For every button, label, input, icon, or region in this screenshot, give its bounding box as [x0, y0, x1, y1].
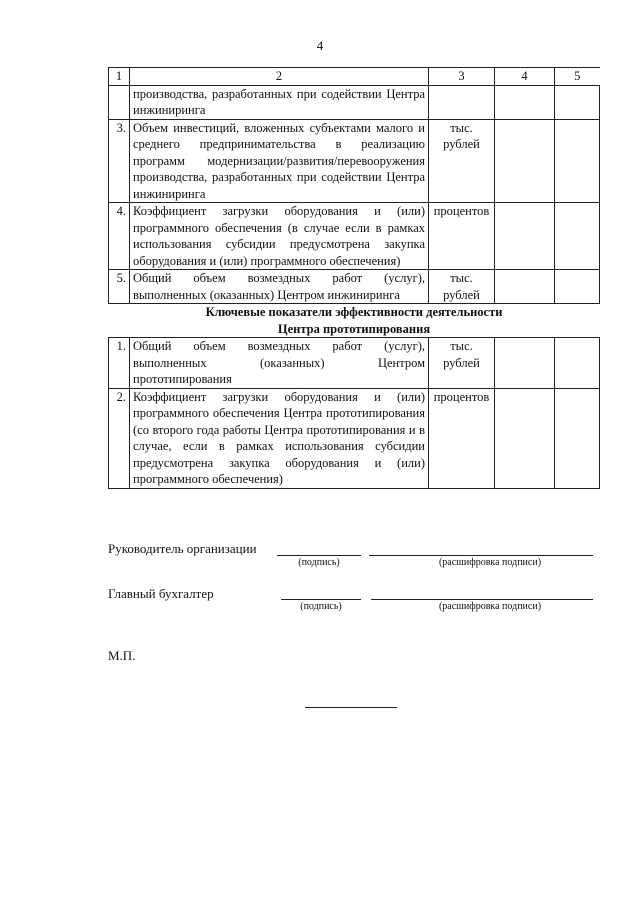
head-decoding-caption: (расшифровка подписи) — [438, 557, 542, 568]
accountant-signature-caption: (подпись) — [300, 601, 342, 612]
head-decoding-line — [369, 555, 593, 556]
table-row — [109, 85, 600, 119]
row-number: 3. — [109, 119, 130, 203]
section-title-line-1: Ключевые показатели эффективности деятельности — [205, 305, 503, 319]
header-cell-2: 2 — [130, 68, 429, 86]
table-row — [109, 119, 600, 203]
value-cell-4 — [495, 203, 555, 270]
row-number — [109, 85, 130, 119]
indicator-name: Коэффициент загрузки оборудования и (или) программного обеспечения Центра прототипирования (со второго года работы Центра прототипирования и в случае, если в рамках использования субсидии предусмотрена закупка оборудования и (или) программного обеспечения) — [130, 388, 429, 488]
indicator-name: Общий объем возмездных работ (услуг), выполненных (оказанных) Центром инжиниринга — [130, 270, 429, 304]
value-cell-5 — [555, 338, 600, 389]
value-cell-5 — [555, 85, 600, 119]
header-cell-3: 3 — [429, 68, 495, 86]
head-signature-line — [277, 555, 361, 556]
document-end-line — [305, 707, 397, 708]
section-title — [109, 304, 600, 338]
unit-of-measure: процентов — [429, 203, 495, 270]
accountant-decoding-line — [371, 599, 593, 600]
chief-accountant-label: Главный бухгалтер — [108, 586, 214, 601]
unit-of-measure: тыс. рублей — [429, 338, 495, 389]
table-row — [109, 388, 600, 488]
value-cell-4 — [495, 119, 555, 203]
unit-of-measure: тыс. рублей — [429, 119, 495, 203]
page-number: 4 — [316, 38, 324, 53]
row-number: 1. — [109, 338, 130, 389]
table-row — [109, 270, 600, 304]
value-cell-4 — [495, 85, 555, 119]
value-cell-4 — [495, 338, 555, 389]
head-of-organization-label: Руководитель организации — [108, 541, 257, 556]
indicator-name: Общий объем возмездных работ (услуг), выполненных (оказанных) Центром прототипирования — [130, 338, 429, 389]
indicator-name: производства, разработанных при содействии Центра инжиниринга — [130, 85, 429, 119]
unit-of-measure: процентов — [429, 388, 495, 488]
section-header-row — [109, 304, 600, 338]
seal-place-label: М.П. — [108, 648, 136, 663]
value-cell-4 — [495, 270, 555, 304]
value-cell-4 — [495, 388, 555, 488]
value-cell-5 — [555, 119, 600, 203]
accountant-decoding-caption: (расшифровка подписи) — [438, 601, 542, 612]
indicator-name: Объем инвестиций, вложенных субъектами малого и среднего предпринимательства в реализацию программ модернизации/развития/перевооружения производства, разработанных при содействии Центра инжиниринга — [130, 119, 429, 203]
row-number: 2. — [109, 388, 130, 488]
kpi-table — [108, 67, 600, 489]
table-row — [109, 338, 600, 389]
row-number: 4. — [109, 203, 130, 270]
value-cell-5 — [555, 270, 600, 304]
unit-of-measure — [429, 85, 495, 119]
header-cell-5: 5 — [555, 68, 600, 86]
accountant-signature-line — [281, 599, 361, 600]
table-header-row — [109, 68, 600, 86]
unit-of-measure: тыс. рублей — [429, 270, 495, 304]
section-title-line-2: Центра прототипирования — [277, 321, 431, 336]
value-cell-5 — [555, 203, 600, 270]
value-cell-5 — [555, 388, 600, 488]
indicator-name: Коэффициент загрузки оборудования и (или) программного обеспечения (в случае если в рамках использования субсидии предусмотрена закупка оборудования и (или) программного обеспечения) — [130, 203, 429, 270]
head-signature-caption: (подпись) — [298, 557, 340, 568]
header-cell-4: 4 — [495, 68, 555, 86]
header-cell-1: 1 — [109, 68, 130, 86]
row-number: 5. — [109, 270, 130, 304]
table-row — [109, 203, 600, 270]
